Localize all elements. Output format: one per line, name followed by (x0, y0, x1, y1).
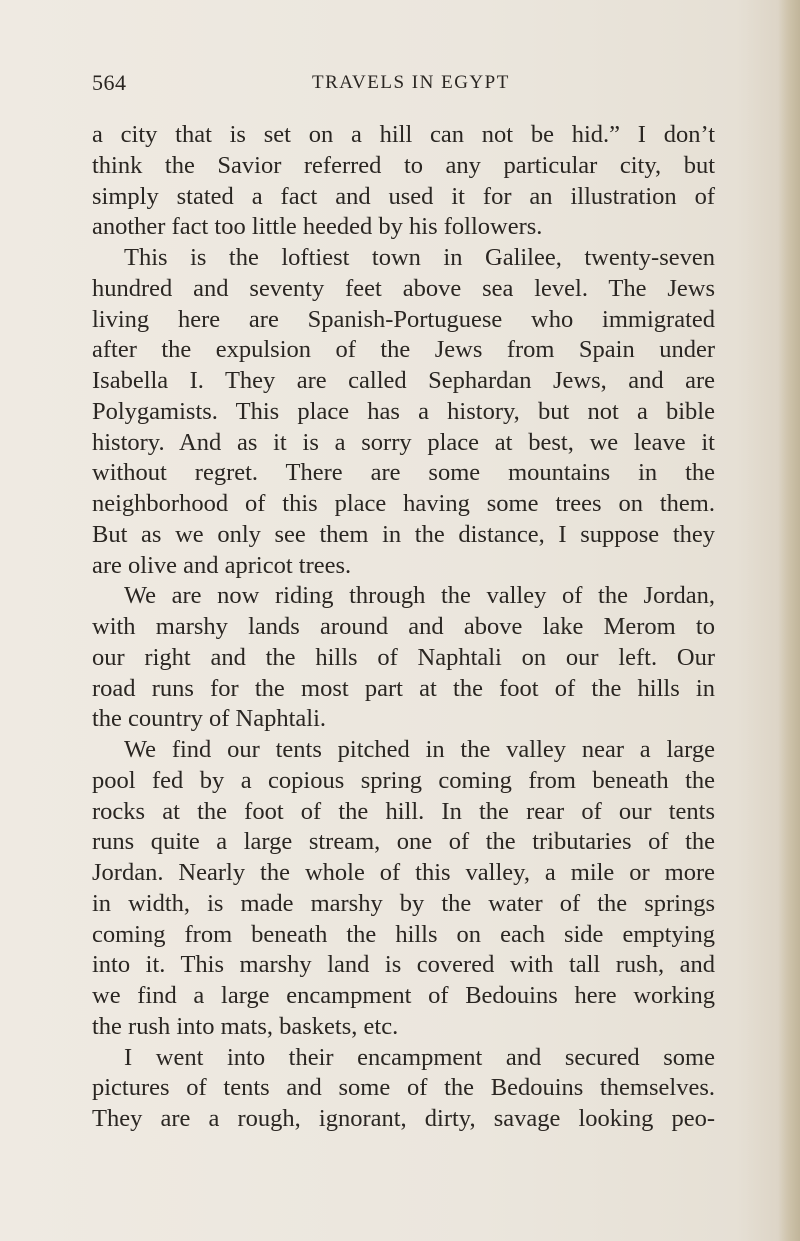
text-line: rocks at the foot of the hill. In the rear of our tents (92, 797, 715, 825)
text-line: hundred and seventy feet above sea level. The Jews (92, 274, 715, 302)
text-line: living here are Spanish-Portuguese who immigrated (92, 305, 715, 333)
page-header (0, 70, 800, 100)
text-line: pool fed by a copious spring coming from beneath the (92, 766, 715, 794)
text-line: They are a rough, ignorant, dirty, savage looking peo- (92, 1105, 715, 1132)
text-line: a city that is set on a hill can not be hid.” I don’t (92, 121, 715, 148)
running-title: TRAVELS IN EGYPT (312, 72, 510, 93)
text-line: another fact too little heeded by his followers. (92, 213, 543, 241)
text-line: But as we only see them in the distance, I suppose they (92, 520, 715, 548)
text-line: with marshy lands around and above lake Merom to (92, 613, 715, 640)
text-line: we find a large encampment of Bedouins here working (92, 982, 715, 1009)
text-line: our right and the hills of Naphtali on our left. Our (92, 643, 715, 671)
page-number: 564 (92, 70, 127, 95)
text-line: runs quite a large stream, one of the tributaries of the (92, 828, 715, 856)
text-line: into it. This marshy land is covered with tall rush, and (92, 951, 715, 979)
text-line: This is the loftiest town in Galilee, twenty-seven (124, 244, 715, 271)
text-line: coming from beneath the hills on each side emptying (92, 920, 715, 948)
text-line: simply stated a fact and used it for an illustration of (92, 182, 715, 210)
body-text (92, 120, 715, 1135)
text-line: after the expulsion of the Jews from Spain under (92, 336, 715, 364)
page-edge (778, 0, 800, 1241)
text-line: are olive and apricot trees. (92, 551, 352, 579)
text-line: in width, is made marshy by the water of the springs (92, 889, 715, 917)
text-line: think the Savior referred to any particular city, but (92, 151, 715, 179)
text-line: the country of Naphtali. (92, 705, 327, 733)
text-line: pictures of tents and some of the Bedouins themselves. (92, 1074, 715, 1102)
text-line: Jordan. Nearly the whole of this valley, a mile or more (92, 859, 715, 886)
text-line: Polygamists. This place has a history, but not a bible (92, 397, 715, 425)
text-line: the rush into mats, baskets, etc. (92, 1012, 399, 1040)
text-line: neighborhood of this place having some trees on them. (92, 490, 715, 517)
text-line: without regret. There are some mountains in the (92, 459, 715, 487)
text-line: I went into their encampment and secured some (124, 1043, 715, 1071)
text-line: history. And as it is a sorry place at best, we leave it (92, 428, 715, 456)
text-line: Isabella I. They are called Sephardan Jews, and are (92, 367, 715, 394)
text-line: We are now riding through the valley of the Jordan, (124, 582, 715, 610)
text-line: road runs for the most part at the foot of the hills in (92, 674, 715, 702)
text-line: We find our tents pitched in the valley near a large (124, 736, 715, 763)
